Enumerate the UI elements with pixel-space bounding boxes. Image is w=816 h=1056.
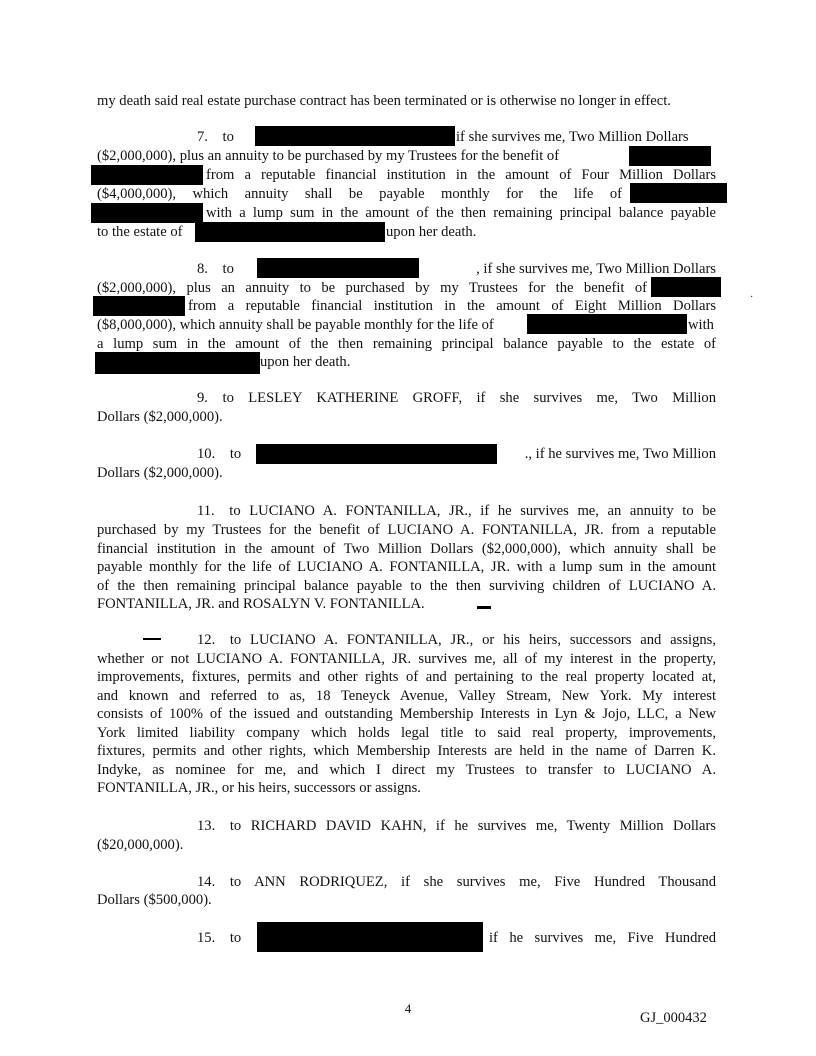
redaction-block <box>257 258 419 278</box>
text-line: , if she survives me, Two Million Dollars <box>476 261 716 277</box>
text-line: with a lump sum in the amount of the then remaining principal balance payable <box>206 205 716 221</box>
text-line: ($8,000,000), which annuity shall be payable monthly for the life of <box>97 317 494 333</box>
text-line: York limited liability company which holds legal title to said real property, improvements, <box>97 725 716 741</box>
text-line: 11. to LUCIANO A. FONTANILLA, JR., if he survives me, an annuity to be <box>197 503 716 519</box>
redaction-block <box>95 352 260 374</box>
text-line: fixtures, permits and other rights, which Membership Interests are held in the name of Darren K. <box>97 743 716 759</box>
text-line: whether or not LUCIANO A. FONTANILLA, JR. survives me, all of my interest in the property, <box>97 651 716 667</box>
text-line: and known and referred to as, 18 Teneyck Avenue, Valley Stream, New York. My interest <box>97 688 716 704</box>
redaction-block <box>257 922 483 952</box>
text-line: ($4,000,000), which annuity shall be payable monthly for the life of <box>97 186 622 202</box>
redaction-block <box>256 444 497 464</box>
text-line: if he survives me, Five Hundred <box>489 930 716 946</box>
text-line: if she survives me, Two Million Dollars <box>456 129 689 145</box>
item-8-number: 8. to <box>197 261 234 277</box>
redaction-block <box>527 314 687 334</box>
text-line: financial institution in the amount of Two Million Dollars ($2,000,000), which annuity shall be <box>97 541 716 557</box>
text-line: Dollars ($2,000,000). <box>97 465 223 481</box>
text-line: ($2,000,000), plus an annuity to be purchased by my Trustees for the benefit of <box>97 280 647 296</box>
text-line: purchased by my Trustees for the benefit of LUCIANO A. FONTANILLA, JR. from a reputable <box>97 522 716 538</box>
text-line: Dollars ($2,000,000). <box>97 409 223 425</box>
text-line: with <box>688 317 714 333</box>
text-line: to the estate of <box>97 224 183 240</box>
text-line: upon her death. <box>386 224 477 240</box>
text-line: ($20,000,000). <box>97 837 184 853</box>
bates-number: GJ_000432 <box>640 1010 707 1026</box>
item-15-number: 15. to <box>197 930 242 946</box>
page-number: 4 <box>404 1001 412 1016</box>
text-line: a lump sum in the amount of the then remaining principal balance payable to the estate of <box>97 336 716 352</box>
redaction-mark <box>477 606 491 609</box>
redaction-block <box>91 203 203 223</box>
dash-mark <box>143 638 161 640</box>
text-line: Indyke, as nominee for me, and which I direct my Trustees to transfer to LUCIANO A. <box>97 762 716 778</box>
redaction-block <box>91 165 203 185</box>
text-line: of the then remaining principal balance payable to the then surviving children of LUCIANO A. <box>97 578 716 594</box>
text-line: 12. to LUCIANO A. FONTANILLA, JR., or his heirs, successors and assigns, <box>197 632 716 648</box>
text-line: ., if he survives me, Two Million <box>524 446 716 462</box>
redaction-block <box>651 277 721 297</box>
text-line: my death said real estate purchase contract has been terminated or is otherwise no longer in effect. <box>97 93 671 109</box>
text-line: payable monthly for the life of LUCIANO A. FONTANILLA, JR. with a lump sum in the amount <box>97 559 716 575</box>
text-line: ($2,000,000), plus an annuity to be purchased by my Trustees for the benefit of <box>97 148 560 164</box>
redaction-block <box>93 296 185 316</box>
item-10-number: 10. to <box>197 446 242 462</box>
text-line: FONTANILLA, JR., or his heirs, successors or assigns. <box>97 780 421 796</box>
text-line: FONTANILLA, JR. and ROSALYN V. FONTANILLA. <box>97 596 425 612</box>
text-line: improvements, fixtures, permits and other rights of and pertaining to the real property located at, <box>97 669 716 685</box>
stray-mark: · <box>750 292 754 303</box>
redaction-block <box>195 222 385 242</box>
text-line: 9. to LESLEY KATHERINE GROFF, if she survives me, Two Million <box>197 390 716 406</box>
text-line: consists of 100% of the issued and outstanding Membership Interests in Lyn & Jojo, LLC, a New <box>97 706 716 722</box>
text-line: 14. to ANN RODRIQUEZ, if she survives me, Five Hundred Thousand <box>197 874 716 890</box>
text-line: from a reputable financial institution in the amount of Four Million Dollars <box>206 167 716 183</box>
text-line: from a reputable financial institution in the amount of Eight Million Dollars <box>188 298 716 314</box>
item-7-number: 7. to <box>197 129 234 145</box>
redaction-block <box>255 126 455 146</box>
redaction-block <box>630 183 727 203</box>
text-line: Dollars ($500,000). <box>97 892 212 908</box>
text-line: 13. to RICHARD DAVID KAHN, if he survives me, Twenty Million Dollars <box>197 818 716 834</box>
redaction-block <box>629 146 711 166</box>
text-line: upon her death. <box>260 354 351 370</box>
